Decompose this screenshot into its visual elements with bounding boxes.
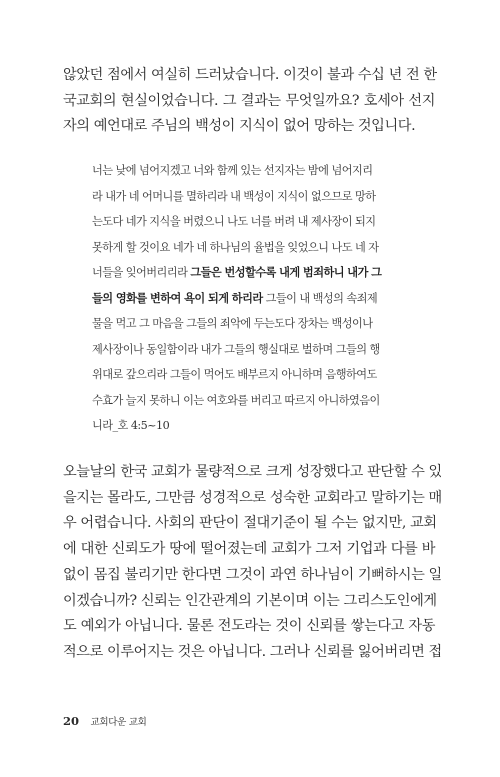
text-line: 오늘날의 한국 교회가 물량적으로 크게 성장했다고 판단할 수 있 [63, 464, 442, 480]
quote-line: 라 내가 네 어머니를 멸하리라 내 백성이 지식이 없으므로 망하 [92, 189, 376, 203]
text-line: 에 대한 신뢰도가 땅에 떨어졌는데 교회가 그저 기업과 다를 바 [63, 541, 435, 558]
page-footer [63, 714, 147, 728]
text-line: 을지는 몰라도, 그만큼 성경적으로 성숙한 교회라고 말하기는 매 [63, 489, 442, 506]
text-line: 이겠습니까? 신뢰는 인간관계의 기본이며 이는 그리스도인에게 [63, 592, 437, 609]
quote-line: 들의 영화를 변하여 욕이 되게 하리라 그들이 내 백성의 속죄제 [92, 290, 378, 305]
quote-citation: 니라_호 4:5~10 [92, 419, 170, 432]
page-number: 20 [63, 714, 80, 728]
emphasis-text: 그들은 번성할수록 내게 범죄하니 내가 그 [190, 265, 382, 279]
quote-line: 못하게 할 것이요 네가 네 하나님의 율법을 잊었으니 나도 네 자 [92, 240, 379, 254]
text-line: 우 어렵습니다. 사회의 판단이 절대기준이 될 수는 없지만, 교회 [63, 515, 437, 532]
quote-line: 너는 낮에 넘어지겠고 너와 함께 있는 선지자는 밤에 넘어지리 [92, 164, 373, 177]
quote-line: 수효가 늘지 못하니 이는 여호와를 버리고 따르지 아니하였음이 [92, 393, 380, 407]
body-paragraph [63, 460, 442, 666]
running-title: 교회다운 교회 [90, 717, 147, 728]
text-line: 적으로 이루어지는 것은 아닙니다. 그러나 신뢰를 잃어버리면 접 [63, 643, 442, 660]
text-line: 않았던 점에서 여실히 드러났습니다. 이것이 불과 수십 년 전 한 [63, 67, 437, 83]
text-line: 없이 몸집 불리기만 한다면 그것이 과연 하나님이 기뻐하시는 일 [63, 566, 442, 583]
emphasis-text: 들의 영화를 변하여 욕이 되게 하리라 [92, 290, 263, 305]
quote-line: 너들을 잊어버리리라 그들은 번성할수록 내게 범죄하니 내가 그 [92, 265, 382, 279]
scripture-quote [92, 158, 410, 439]
quote-line: 는도다 네가 지식을 버렸으니 나도 너를 버려 내 제사장이 되지 [92, 215, 376, 228]
intro-paragraph [63, 63, 435, 140]
quote-line: 위대로 갚으리라 그들이 먹어도 배부르지 아니하며 음행하여도 [92, 368, 377, 381]
quote-line: 물을 먹고 그 마음을 그들의 죄악에 두는도다 장차는 백성이나 [92, 317, 373, 330]
text-line: 자의 예언대로 주님의 백성이 지식이 없어 망하는 것입니다. [63, 118, 416, 135]
text-line: 도 예외가 아닙니다. 물론 전도라는 것이 신뢰를 쌓는다고 자동 [63, 618, 435, 635]
quote-line: 제사장이나 동일함이라 내가 그들의 행실대로 벌하며 그들의 행 [92, 342, 380, 356]
text-line: 국교회의 현실이었습니다. 그 결과는 무엇일까요? 호세아 선지 [63, 92, 435, 109]
